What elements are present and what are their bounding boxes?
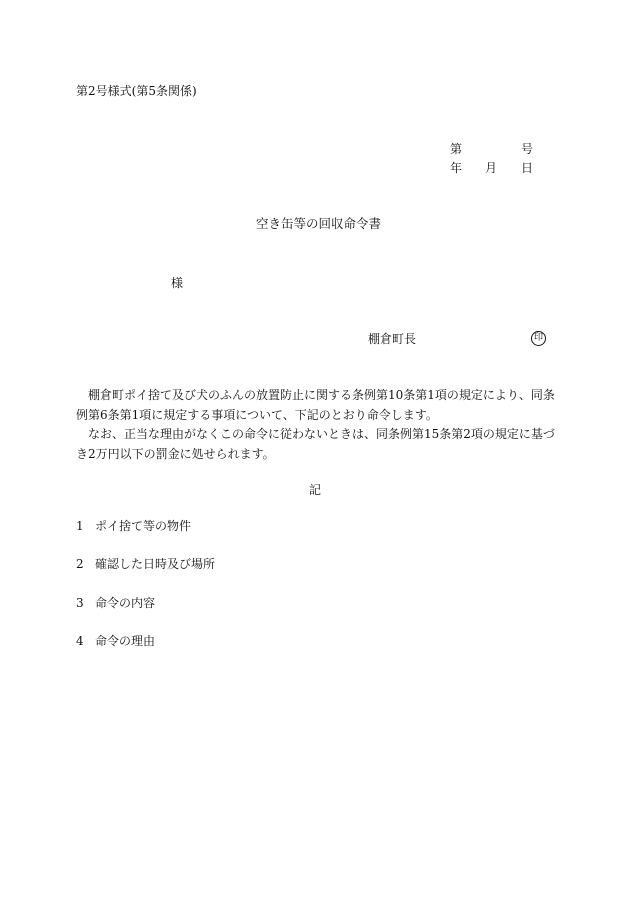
document-number-prefix: 第 xyxy=(450,142,463,156)
addressee-honorific: 様 xyxy=(171,276,184,290)
list-item-label: ポイ捨て等の物件 xyxy=(95,519,192,533)
seal-mark: 印 xyxy=(531,331,546,346)
list-item-number: 3 xyxy=(76,596,84,610)
list-item xyxy=(76,597,155,609)
document-number-suffix: 号 xyxy=(521,142,534,156)
date-month: 月 xyxy=(485,161,498,175)
list-item-label: 確認した日時及び場所 xyxy=(95,557,216,571)
list-item-label: 命令の内容 xyxy=(95,596,156,610)
document-title: 空き缶等の回収命令書 xyxy=(256,216,382,231)
list-item xyxy=(76,558,215,570)
list-item-number: 4 xyxy=(76,634,84,648)
list-item-number: 1 xyxy=(76,519,84,533)
date-day: 日 xyxy=(521,161,534,175)
issuer-name: 棚倉町長 xyxy=(368,332,417,346)
ki-heading: 記 xyxy=(309,483,322,497)
date-year: 年 xyxy=(450,161,463,175)
list-item xyxy=(76,635,155,647)
list-item-number: 2 xyxy=(76,557,84,571)
body-paragraph-1: 棚倉町ポイ捨て及び犬のふんの放置防止に関する条例第10条第1項の規定により、同条例第6条第1項に規定する事項について、下記のとおり命令します。 xyxy=(76,388,555,422)
body-paragraph-2: なお、正当な理由がなくこの命令に従わないときは、同条例第15条第2項の規定に基づき2万円以下の罰金に処せられます。 xyxy=(76,427,555,461)
form-label: 第2号様式(第5条関係) xyxy=(76,84,197,98)
list-item-label: 命令の理由 xyxy=(95,634,156,648)
body-text xyxy=(76,386,558,464)
list-item xyxy=(76,520,191,532)
